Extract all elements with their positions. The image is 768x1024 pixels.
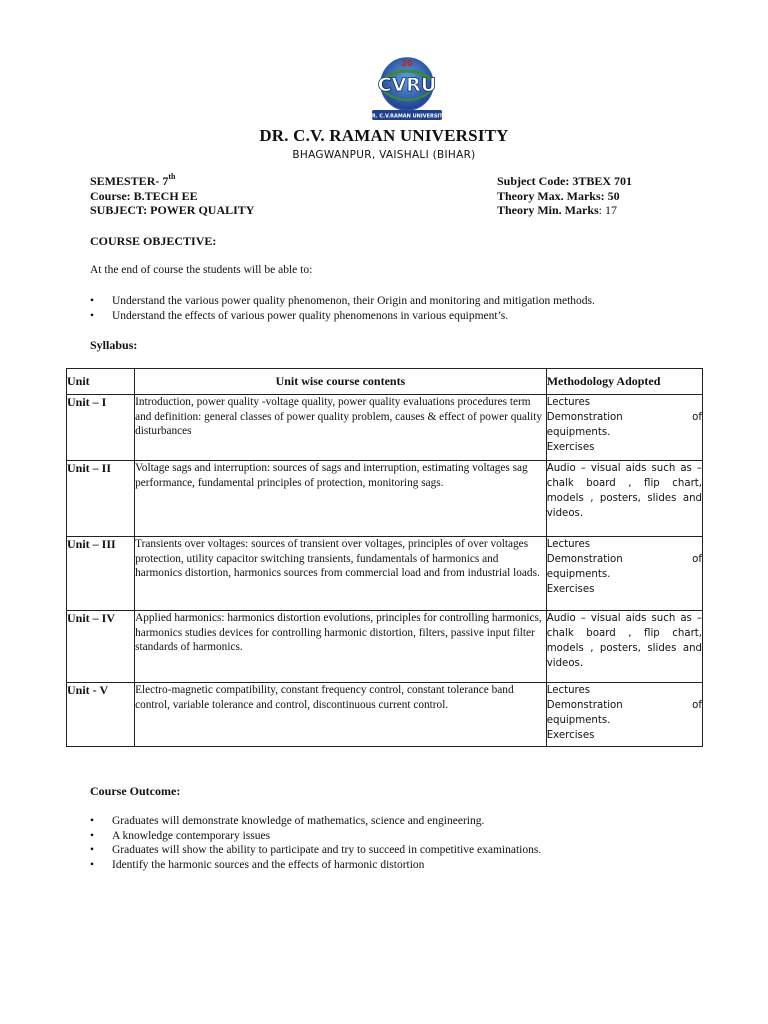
method-cell: Audio – visual aids such as – chalk board , flip chart, models , posters, slides and videos. xyxy=(546,611,702,683)
logo-text: CVRU xyxy=(377,74,437,96)
list-item: • Graduates will show the ability to participate and try to succeed in competitive examinations. xyxy=(90,843,541,858)
table-row xyxy=(67,537,703,611)
content-cell: Introduction, power quality -voltage quality, power quality evaluations procedures term and definition: general classes of power quality problem, causes & effect of power quality disturbances xyxy=(135,395,547,461)
outcome-list xyxy=(90,814,541,872)
content-cell: Electro-magnetic compatibility, constant frequency control, constant tolerance band control, variable tolerance and control, discontinuous current control. xyxy=(135,683,547,747)
university-logo-icon xyxy=(364,50,450,126)
subject-code: Subject Code: 3TBEX 701 xyxy=(497,174,633,188)
university-address: BHAGWANPUR, VAISHALI (BIHAR) xyxy=(292,149,476,161)
list-item: • Identify the harmonic sources and the effects of harmonic distortion xyxy=(90,858,541,873)
table-row xyxy=(67,683,703,747)
course: Course: B.TECH EE xyxy=(90,188,198,203)
method-cell: Lectures Demonstration of equipments. Exercises xyxy=(546,395,702,461)
content-cell: Applied harmonics: harmonics distortion evolutions, principles for controlling harmonics, harmonics studies devices for controlling harmonic distortion, filters, passive input filter standards of harmonics. xyxy=(135,611,547,683)
content-cell: Voltage sags and interruption: sources of sags and interruption, estimating voltages sag performance, fundamental principles of protection, monitoring sags. xyxy=(135,461,547,537)
course-meta-left xyxy=(90,174,254,218)
method-cell: Lectures Demonstration of equipments. Exercises xyxy=(546,537,702,611)
method-cell: Audio – visual aids such as – chalk board , flip chart, models , posters, slides and videos. xyxy=(546,461,702,537)
list-item: • Understand the various power quality phenomenon, their Origin and monitoring and mitigation methods. xyxy=(90,294,595,309)
objective-intro: At the end of course the students will be able to: xyxy=(90,264,313,276)
content-cell: Transients over voltages: sources of transient over voltages, principles of over voltages protection, utility capacitor switching transients, fundamentals of harmonics and harmonics distortion, harmonics sources from commercial load and from industrial loads. xyxy=(135,537,547,611)
syllabus-table xyxy=(66,368,703,747)
col-header-methodology: Methodology Adopted xyxy=(546,369,702,395)
table-row xyxy=(67,611,703,683)
outcome-heading: Course Outcome: xyxy=(90,784,181,798)
method-cell: Lectures Demonstration of equipments. Exercises xyxy=(546,683,702,747)
semester: SEMESTER- 7th xyxy=(90,172,176,188)
min-marks: Theory Min. Marks: 17 xyxy=(497,203,618,217)
max-marks: Theory Max. Marks: 50 xyxy=(497,188,620,203)
list-item: • A knowledge contemporary issues xyxy=(90,829,541,844)
logo-subtext: DR. C.V.RAMAN UNIVERSITY xyxy=(367,113,447,120)
table-row xyxy=(67,395,703,461)
list-item: • Graduates will demonstrate knowledge of mathematics, science and engineering. xyxy=(90,814,541,829)
unit-cell: Unit - V xyxy=(67,683,135,747)
col-header-contents: Unit wise course contents xyxy=(135,369,547,395)
syllabus-heading: Syllabus: xyxy=(90,338,138,352)
course-meta-right xyxy=(497,174,632,218)
col-header-unit: Unit xyxy=(67,369,135,395)
unit-cell: Unit – IV xyxy=(67,611,135,683)
unit-cell: Unit – III xyxy=(67,537,135,611)
unit-cell: Unit – II xyxy=(67,461,135,537)
objective-list xyxy=(90,294,595,323)
subject: SUBJECT: POWER QUALITY xyxy=(90,203,255,217)
university-name: DR. C.V. RAMAN UNIVERSITY xyxy=(259,126,509,145)
logo-top-text: 20 xyxy=(401,59,413,68)
list-item: • Understand the effects of various power quality phenomenons in various equipment’s. xyxy=(90,309,595,324)
objective-heading: COURSE OBJECTIVE: xyxy=(90,234,217,248)
table-header-row xyxy=(67,369,703,395)
table-row xyxy=(67,461,703,537)
unit-cell: Unit – I xyxy=(67,395,135,461)
